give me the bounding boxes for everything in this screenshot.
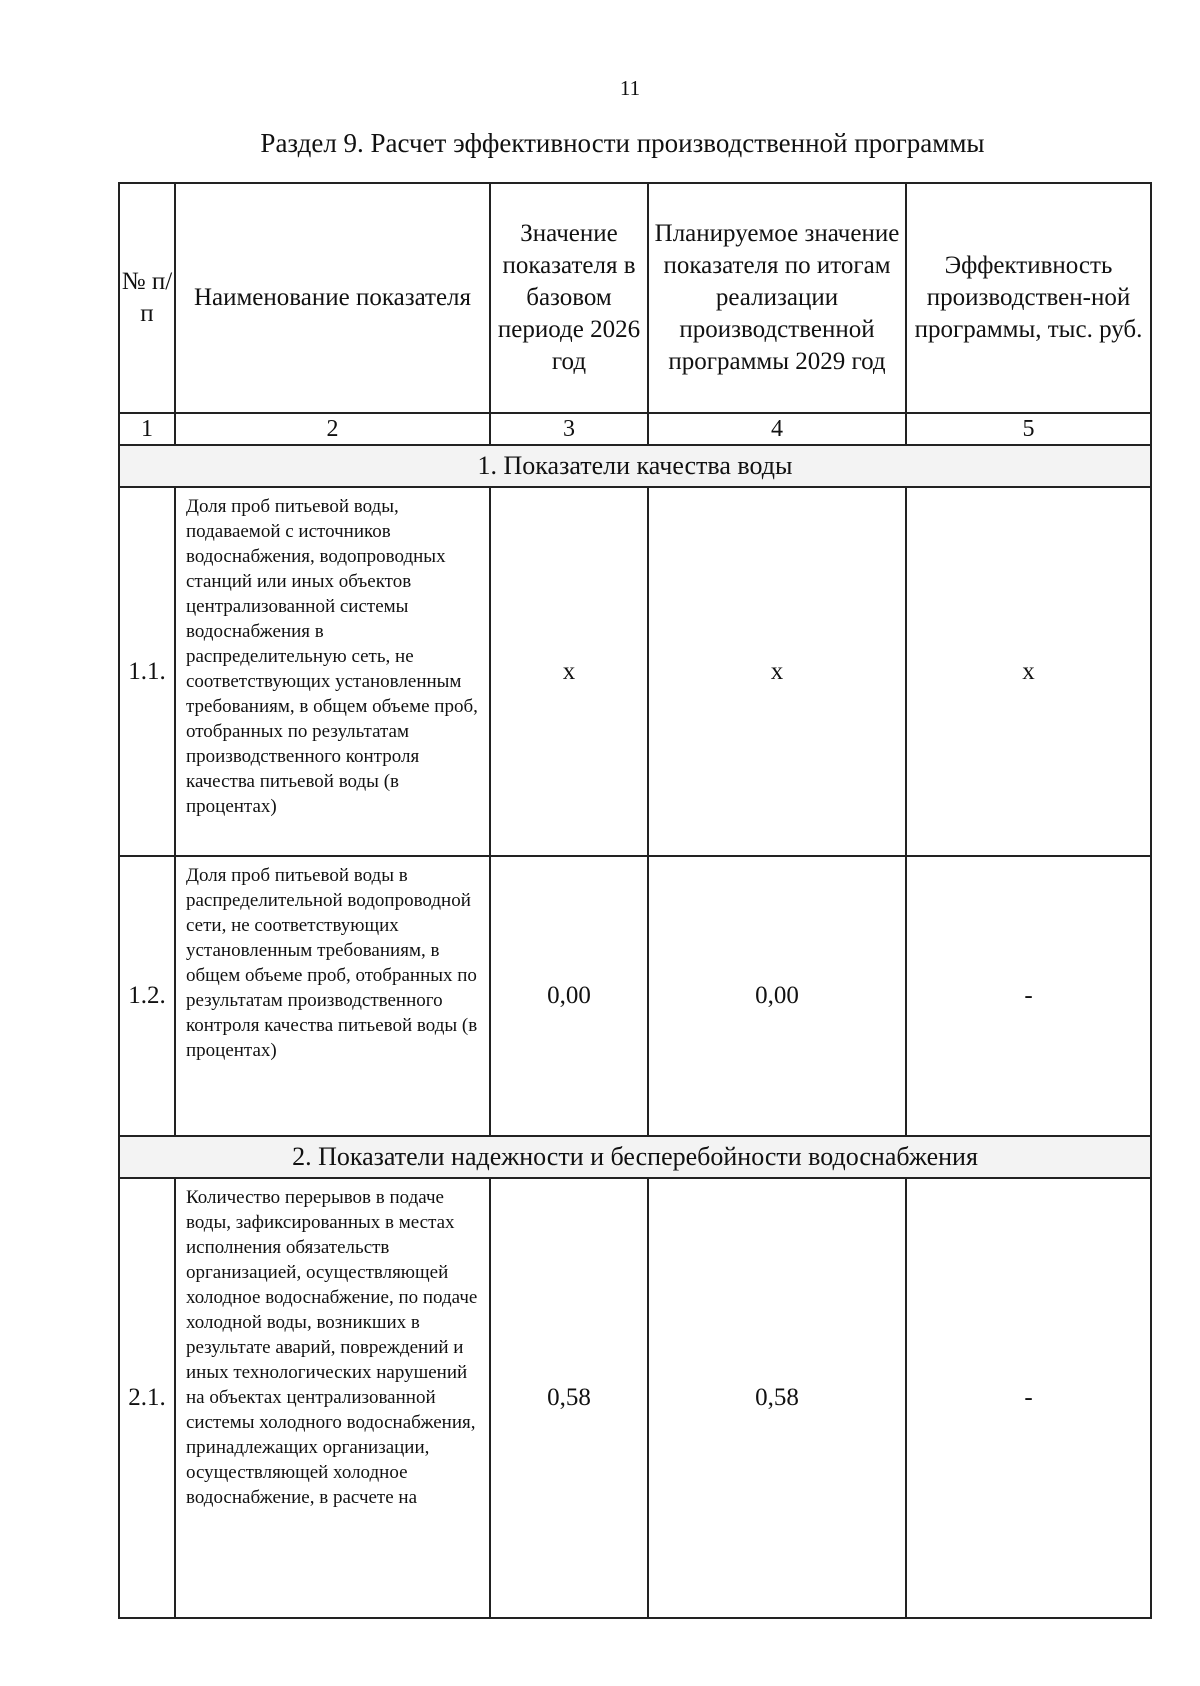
column-number: 4 <box>648 413 906 445</box>
row-number: 1.1. <box>119 487 175 856</box>
efficiency-value: - <box>906 856 1151 1136</box>
header-base: Значение показателя в базовом периоде 2026 год <box>490 183 648 413</box>
header-efficiency: Эффективность производствен-ной программы, тыс. руб. <box>906 183 1151 413</box>
planned-value: x <box>648 487 906 856</box>
column-numbers-row <box>119 413 1151 445</box>
indicator-name: Доля проб питьевой воды, подаваемой с источников водоснабжения, водопроводных станций или иных объектов централизованной системы водоснабжения в распределительную сеть, не соответствующих установленным требованиям, в общем объеме проб, отобранных по результатам производственного контроля качества питьевой воды (в процентах) <box>175 487 490 856</box>
header-name: Наименование показателя <box>175 183 490 413</box>
header-planned: Планируемое значение показателя по итогам реализации производственной программы 2029 год <box>648 183 906 413</box>
column-number: 2 <box>175 413 490 445</box>
indicator-name: Количество перерывов в подаче воды, зафиксированных в местах исполнения обязательств организацией, осуществляющей холодное водоснабжение, по подаче холодной воды, возникших в результате аварий, повреждений и иных технологических нарушений на объектах централизованной системы холодного водоснабжения, принадлежащих организации, осуществляющей холодное водоснабжение, в расчете на <box>175 1178 490 1618</box>
indicator-name: Доля проб питьевой воды в распределительной водопроводной сети, не соответствующих установленным требованиям, в общем объеме проб, отобранных по результатам производственного контроля качества питьевой воды (в процентах) <box>175 856 490 1136</box>
section-title: Раздел 9. Расчет эффективности производственной программы <box>260 128 985 158</box>
page-number: 11 <box>619 76 641 100</box>
group-row-reliability <box>119 1136 1151 1178</box>
planned-value: 0,58 <box>648 1178 906 1618</box>
row-number: 1.2. <box>119 856 175 1136</box>
header-num: № п/п <box>119 183 175 413</box>
efficiency-value: x <box>906 487 1151 856</box>
group-title: 2. Показатели надежности и бесперебойности водоснабжения <box>119 1136 1151 1178</box>
planned-value: 0,00 <box>648 856 906 1136</box>
header-row <box>119 183 1151 413</box>
base-value: 0,00 <box>490 856 648 1136</box>
column-number: 1 <box>119 413 175 445</box>
table-row <box>119 1178 1151 1618</box>
group-title: 1. Показатели качества воды <box>119 445 1151 487</box>
group-row-water-quality <box>119 445 1151 487</box>
efficiency-value: - <box>906 1178 1151 1618</box>
table-row <box>119 487 1151 856</box>
base-value: 0,58 <box>490 1178 648 1618</box>
base-value: x <box>490 487 648 856</box>
column-number: 5 <box>906 413 1151 445</box>
column-number: 3 <box>490 413 648 445</box>
efficiency-table <box>118 182 1152 1619</box>
row-number: 2.1. <box>119 1178 175 1618</box>
table-row <box>119 856 1151 1136</box>
